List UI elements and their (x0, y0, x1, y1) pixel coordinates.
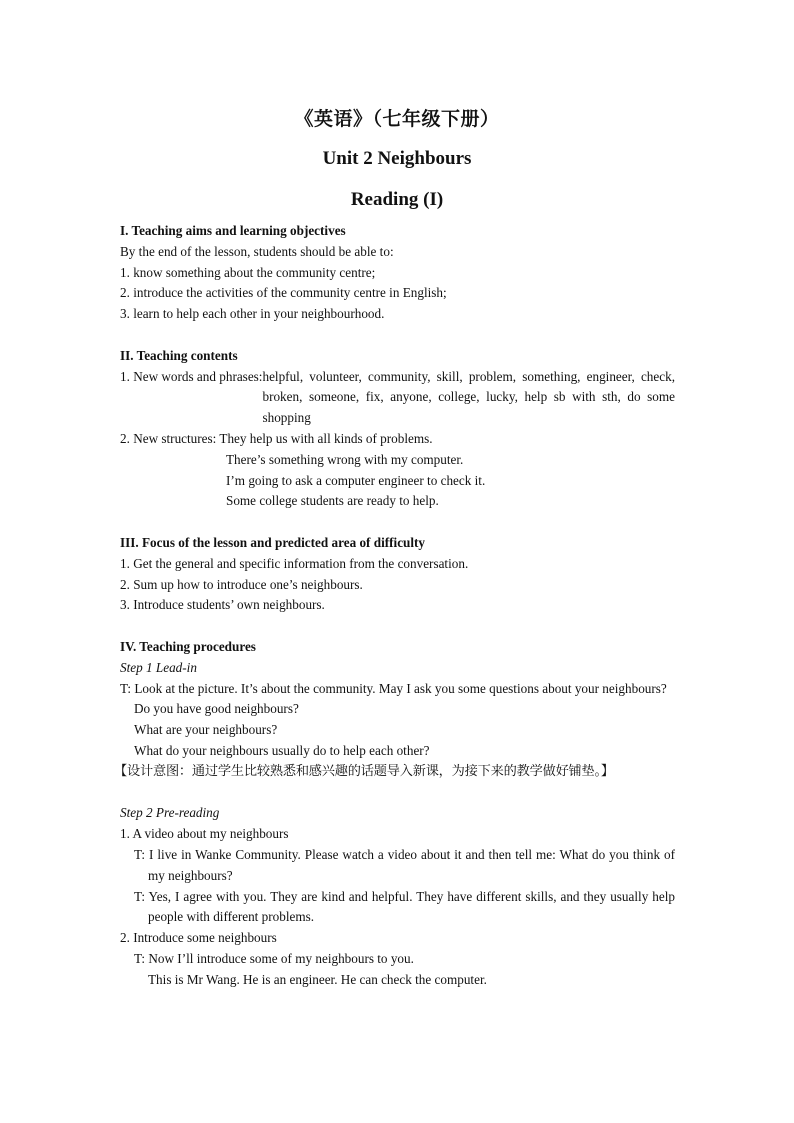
aims-item: 3. learn to help each other in your neighbourhood. (120, 306, 385, 322)
section-heading-focus: III. Focus of the lesson and predicted area of difficulty (120, 534, 426, 550)
new-structures-item (120, 429, 675, 512)
section-heading-contents: II. Teaching contents (120, 347, 238, 363)
question-line: What do your neighbours usually do to help each other? (134, 742, 430, 758)
aims-intro: By the end of the lesson, students should be able to: (120, 243, 394, 259)
teacher-line: T: I live in Wanke Community. Please watch a video about it and then tell me: What do you think of my neighbours? (134, 846, 675, 883)
new-words-text: helpful, volunteer, community, skill, problem, something, engineer, check, broken, someone, fix, anyone, college, lucky, help sb with sth, do some shopping (262, 368, 675, 426)
structure-line: They help us with all kinds of problems. (219, 430, 433, 446)
focus-item: 2. Sum up how to introduce one’s neighbours. (120, 576, 363, 592)
teacher-line: T: Yes, I agree with you. They are kind and helpful. They have different skills, and they usually help people with different problems. (134, 888, 675, 925)
section-heading-procedures: IV. Teaching procedures (120, 638, 256, 654)
structure-line: Some college students are ready to help. (226, 493, 439, 509)
teacher-line: T: Now I’ll introduce some of my neighbours to you. (134, 950, 414, 966)
step2-item: 2. Introduce some neighbours (120, 930, 277, 946)
focus-item: 3. Introduce students’ own neighbours. (120, 597, 325, 613)
step1-title: Step 1 Lead-in (120, 659, 197, 675)
document-body (114, 221, 675, 990)
new-structures-label: 2. New structures: (120, 430, 220, 446)
aims-item: 2. introduce the activities of the community centre in English; (120, 285, 447, 301)
unit-title: Unit 2 Neighbours (322, 148, 472, 169)
document-title: 《英语》（七年级下册） (294, 108, 500, 130)
aims-item: 1. know something about the community centre; (120, 264, 376, 280)
design-note: 【设计意图：通过学生比较熟悉和感兴趣的话题导入新课，为接下来的教学做好铺垫。】 (114, 763, 614, 779)
section-heading-aims: I. Teaching aims and learning objectives (120, 223, 346, 238)
new-words-label: 1. New words and phrases: (120, 368, 263, 384)
step2-item: 1. A video about my neighbours (120, 826, 289, 842)
question-line: What are your neighbours? (134, 722, 278, 738)
focus-item: 1. Get the general and specific information from the conversation. (120, 555, 469, 571)
teacher-line: This is Mr Wang. He is an engineer. He can check the computer. (148, 971, 487, 987)
structure-line: There’s something wrong with my computer. (226, 451, 464, 467)
teacher-line: T: Look at the picture. It’s about the community. May I ask you some questions about your neighbours? (120, 680, 667, 696)
question-line: Do you have good neighbours? (134, 701, 299, 717)
step2-title: Step 2 Pre-reading (120, 805, 220, 821)
lesson-title: Reading (I) (350, 189, 444, 210)
structure-line: I’m going to ask a computer engineer to check it. (226, 472, 486, 488)
new-words-item (120, 367, 675, 429)
